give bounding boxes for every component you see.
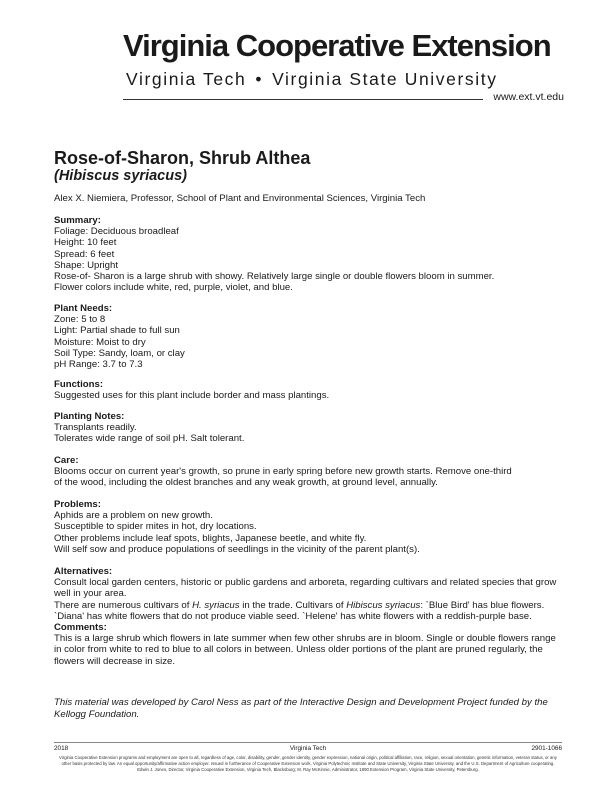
separator-dot: •	[255, 69, 264, 89]
functions-section	[54, 379, 566, 401]
summary-section	[54, 215, 566, 293]
problems-line: Other problems include leaf spots, blights, Japanese beetle, and white fly.	[54, 532, 367, 544]
university-right: Virginia State University	[272, 69, 498, 89]
plant-needs-section	[54, 303, 566, 370]
plant-needs-line: Zone: 5 to 8	[54, 314, 106, 326]
care-heading: Care:	[54, 455, 79, 466]
problems-line: Will self sow and produce populations of seedlings in the vicinity of the parent plant(s).	[54, 543, 420, 555]
website-url[interactable]: www.ext.vt.edu	[493, 91, 564, 103]
problems-heading: Problems:	[54, 499, 101, 510]
summary-line: Spread: 6 feet	[54, 248, 115, 260]
plant-needs-line: Light: Partial shade to full sun	[54, 325, 180, 337]
alternatives-text: There are numerous cultivars of	[54, 599, 193, 611]
summary-heading: Summary:	[54, 215, 101, 226]
author-line: Alex X. Niemiera, Professor, School of Plant and Environmental Sciences, Virginia Tech	[54, 193, 426, 204]
planting-notes-section	[54, 411, 566, 445]
alternatives-paragraph: Consult local garden centers, historic or public gardens and arboreta, regarding cultivars and related species that grow well in your area.	[54, 577, 557, 600]
care-line: of the wood, including the oldest branches and any weak growth, at ground level, annually.	[54, 477, 438, 489]
alternatives-section	[54, 566, 564, 667]
care-section	[54, 455, 566, 489]
university-line	[126, 68, 566, 90]
functions-heading: Functions:	[54, 379, 104, 390]
planting-notes-line: Tolerates wide range of soil pH. Salt tolerant.	[54, 433, 245, 445]
problems-line: Susceptible to spider mites in hot, dry locations.	[54, 521, 257, 533]
org-name: Virginia Cooperative Extension	[123, 28, 551, 63]
species-name: H. syriacus	[192, 599, 240, 611]
header-rule	[123, 99, 483, 100]
comments-heading: Comments:	[54, 622, 107, 634]
footer-center: Virginia Tech	[289, 745, 327, 752]
planting-notes-heading: Planting Notes:	[54, 411, 125, 422]
university-left: Virginia Tech	[126, 69, 247, 89]
footer-year: 2018	[54, 745, 69, 752]
plant-needs-line: pH Range: 3.7 to 7.3	[54, 359, 143, 371]
alternatives-paragraph: `Diana' has white flowers that do not produce viable seed. `Helene' has white flowers with a reddish-purple base.	[54, 610, 532, 622]
problems-section	[54, 499, 566, 555]
functions-line: Suggested uses for this plant include border and mass plantings.	[54, 390, 330, 402]
closing-note: This material was developed by Carol Ness as part of the Interactive Design and Development Project funded by the Kellogg Foundation.	[54, 697, 548, 720]
species-name: Hibiscus syriacus	[346, 599, 421, 611]
plant-needs-heading: Plant Needs:	[54, 303, 113, 314]
planting-notes-line: Transplants readily.	[54, 422, 137, 434]
alternatives-heading: Alternatives:	[54, 566, 113, 577]
plant-needs-line: Soil Type: Sandy, loam, or clay	[54, 347, 185, 359]
alternatives-cultivars	[54, 600, 564, 611]
problems-line: Aphids are a problem on new growth.	[54, 510, 213, 522]
alternatives-text: in the trade. Cultivars of	[239, 599, 347, 611]
comments-paragraph: This is a large shrub which flowers in late summer when few other shrubs are in bloom. Single or double flowers range in color from white to red to blue to all colors in between. Unless older portions of the plant are pruned regularly, the flowers will decrease in size.	[54, 633, 556, 667]
summary-line: Rose-of- Sharon is a large shrub with showy. Relatively large single or double flowers bloom in summer.	[54, 271, 495, 283]
scientific-name: (Hibiscus syriacus)	[54, 168, 187, 184]
summary-line: Foliage: Deciduous broadleaf	[54, 226, 179, 238]
summary-line: Height: 10 feet	[54, 237, 117, 249]
care-line: Blooms occur on current year's growth, so prune in early spring before new growth starts. Remove one-third	[54, 466, 512, 478]
footer-fine-print: Virginia Cooperative Extension programs and employment are open to all, regardless of age, color, disability, gender, gender identity, gender expression, national origin, political affiliation, race, religion, sexual orientation, genetic information, veteran status, or any other basis protected by law. An equal opportunity/affirmative action employer. Issued in furtherance of Cooperative Extension work, Virginia Polytechnic Institute and State University, Virginia State University, and the U.S. Department of Agriculture cooperating. Edwin J. Jones, Director, Virginia Cooperative Extension, Virginia Tech, Blacksburg; M. Ray McKinnie, Administrator, 1890 Extension Program, Virginia State University, Petersburg.	[59, 755, 557, 772]
summary-line: Flower colors include white, red, purple, violet, and blue.	[54, 282, 293, 294]
plant-needs-line: Moisture: Moist to dry	[54, 336, 146, 348]
summary-line: Shape: Upright	[54, 259, 118, 271]
alternatives-text: : `Blue Bird' has blue flowers.	[420, 599, 545, 611]
page-title: Rose-of-Sharon, Shrub Althea	[54, 148, 311, 168]
publication-number: 2901-1066	[531, 745, 562, 752]
footer-rule	[54, 742, 562, 743]
